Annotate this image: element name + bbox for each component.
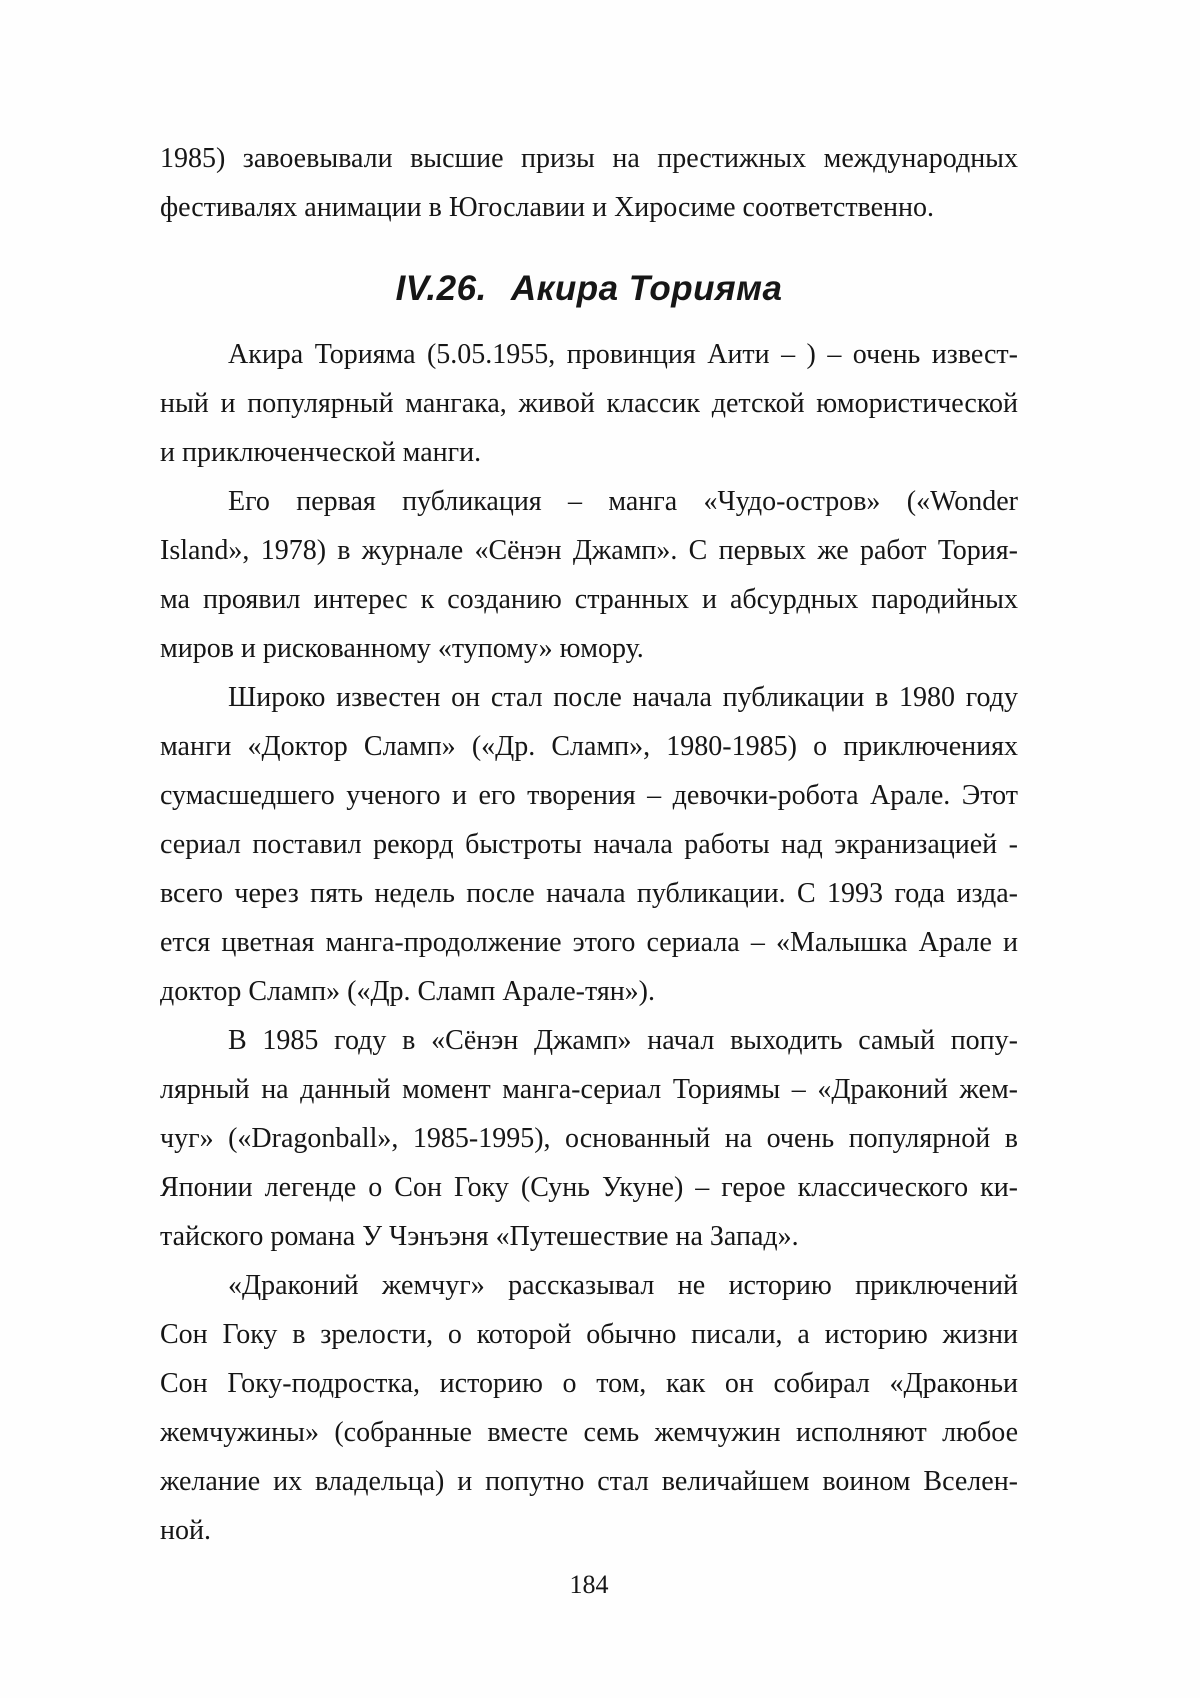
text-line: доктор Сламп» («Др. Сламп Арале-тян»). <box>160 976 656 1007</box>
paragraph <box>160 673 1018 1016</box>
text-line: и приключенческой манги. <box>160 437 482 468</box>
page-number: 184 <box>569 1570 609 1599</box>
paragraph <box>160 477 1018 673</box>
text-line: ной. <box>160 1515 211 1546</box>
text-line: Сон Гоку-подростка, историю о том, как он собирал «Драконьи <box>160 1368 1018 1399</box>
text-line: лярный на данный момент манга-сериал Ториямы – «Драконий жем- <box>160 1074 1018 1105</box>
text-line: Его первая публикация – манга «Чудо-остров» («Wonder <box>228 486 1018 517</box>
paragraph-continuation <box>160 134 1018 232</box>
paragraph <box>160 1261 1018 1555</box>
text-line: Широко известен он стал после начала публикации в 1980 году <box>228 682 1018 713</box>
text-line: желание их владельца) и попутно стал величайшем воином Вселен- <box>160 1466 1018 1497</box>
section-title: Акира Торияма <box>510 269 783 308</box>
text-line: жемчужины» (собранные вместе семь жемчужин исполняют любое <box>160 1417 1018 1448</box>
text-line: «Драконий жемчуг» рассказывал не историю приключений <box>228 1270 1018 1301</box>
text-line: фестивалях анимации в Югославии и Хиросиме соответственно. <box>160 192 935 223</box>
text-line: ма проявил интерес к созданию странных и абсурдных пародийных <box>160 584 1018 615</box>
text-line: В 1985 году в «Сёнэн Джамп» начал выходить самый попу- <box>228 1025 1018 1056</box>
text-line: 1985) завоевывали высшие призы на престижных международных <box>160 143 1018 174</box>
text-line: Акира Торияма (5.05.1955, провинция Аити – ) – очень извест- <box>228 339 1018 370</box>
text-line: манги «Доктор Сламп» («Др. Сламп», 1980-1985) о приключениях <box>160 731 1018 762</box>
text-line: всего через пять недель после начала публикации. С 1993 года изда- <box>160 878 1018 909</box>
paragraph <box>160 330 1018 477</box>
text-line: Сон Гоку в зрелости, о которой обычно писали, а историю жизни <box>160 1319 1018 1350</box>
text-line: ный и популярный мангака, живой классик детской юмористической <box>160 388 1018 419</box>
paragraph <box>160 1016 1018 1261</box>
text-line: Японии легенде о Сон Гоку (Сунь Укуне) – герое классического ки- <box>160 1172 1018 1203</box>
text-line: чуг» («Dragonball», 1985-1995), основанный на очень популярной в <box>160 1123 1018 1154</box>
section-heading <box>160 258 1018 320</box>
text-line: Island», 1978) в журнале «Сёнэн Джамп». С первых же работ Тория- <box>160 535 1018 566</box>
text-line: сумасшедшего ученого и его творения – девочки-робота Арале. Этот <box>160 780 1018 811</box>
text-line: сериал поставил рекорд быстроты начала работы над экранизацией - <box>160 829 1018 860</box>
text-line: ется цветная манга-продолжение этого сериала – «Малышка Арале и <box>160 927 1018 958</box>
text-line: тайского романа У Чэнъэня «Путешествие на Запад». <box>160 1221 799 1252</box>
text-line: миров и рискованному «тупому» юмору. <box>160 633 644 664</box>
text-column <box>160 134 1018 1555</box>
section-number: IV.26. <box>395 269 487 308</box>
